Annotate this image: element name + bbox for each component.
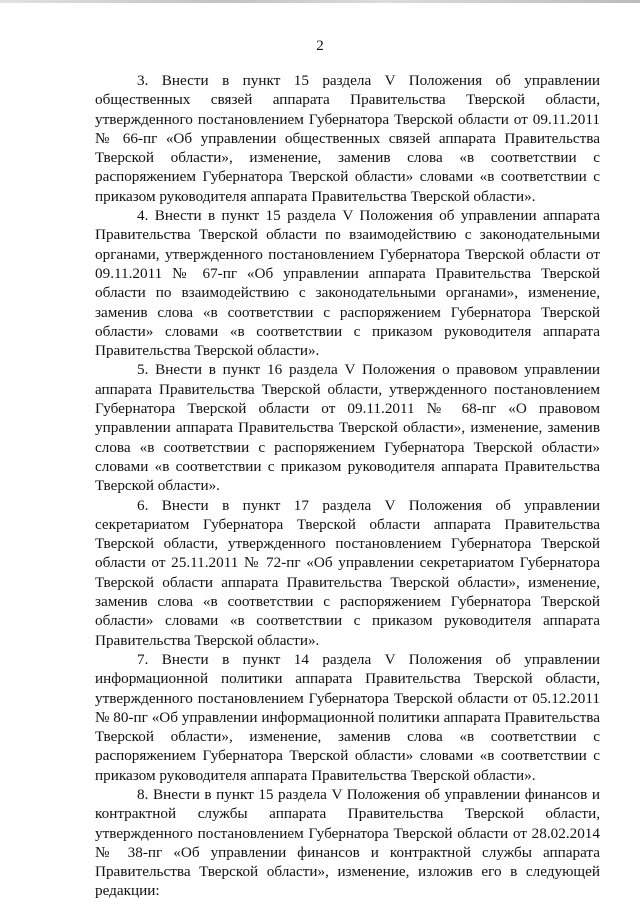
scan-top-edge xyxy=(0,0,640,3)
paragraph-8: 8. Внести в пункт 15 раздела V Положения об управлении финансов и контрактной службы аппарата Правительства Тверской области, утвержденного постановлением Губернатора Тверской области от 28.02.2014 № 38-пг «Об управлении финансов и контрактной службы аппарата Правительства Тверской области», изменение, изложив его в следующей редакции: xyxy=(95,785,600,900)
paragraph-4: 4. Внести в пункт 15 раздела V Положения об управлении аппарата Правительства Тверской области по взаимодействию с законодательными органами, утвержденного постановлением Губернатора Тверской области от 09.11.2011 № 67-пг «Об управлении аппарата Правительства Тверской области по взаимодействию с законодательными органами», изменение, заменив слова «в соответствии с распоряжением Губернатора Тверской области» словами «в соответствии с приказом руководителя аппарата Правительства Тверской области». xyxy=(95,207,600,360)
document-body xyxy=(95,71,600,901)
paragraph-5: 5. Внести в пункт 16 раздела V Положения о правовом управлении аппарата Правительства Тверской области, утвержденного постановлением Губернатора Тверской области от 09.11.2011 № 68-пг «О правовом управлении аппарата Правительства Тверской области», изменение, заменив слова «в соответствии с распоряжением Губернатора Тверской области» словами «в соответствии с приказом руководителя аппарата Правительства Тверской области». xyxy=(95,361,600,495)
paragraph-6: 6. Внести в пункт 17 раздела V Положения об управлении секретариатом Губернатора Тверской области аппарата Правительства Тверской области, утвержденного постановлением Губернатора Тверской области от 25.11.2011 № 72-пг «Об управлении секретариатом Губернатора Тверской области аппарата Правительства Тверской области», изменение, заменив слова «в соответствии с распоряжением Губернатора Тверской области» словами «в соответствии с приказом руководителя аппарата Правительства Тверской области». xyxy=(95,496,600,649)
page-number: 2 xyxy=(316,38,324,54)
paragraph-3: 3. Внести в пункт 15 раздела V Положения об управлении общественных связей аппарата Правительства Тверской области, утвержденного постановлением Губернатора Тверской области от 09.11.2011 № 66-пг «Об управлении общественных связей аппарата Правительства Тверской области», изменение, заменив слова «в соответствии с распоряжением Губернатора Тверской области» словами «в соответствии с приказом руководителя аппарата Правительства Тверской области». xyxy=(95,72,600,205)
paragraph-7: 7. Внести в пункт 14 раздела V Положения об управлении информационной политики аппарата Правительства Тверской области, утвержденного постановлением Губернатора Тверской области от 05.12.2011 № 80-пг «Об управлении информационной политики аппарата Правительства Тверской области», изменение, заменив слова «в соответствии с распоряжением Губернатора Тверской области» словами «в соответствии с приказом руководителя аппарата Правительства Тверской области». xyxy=(95,650,600,784)
